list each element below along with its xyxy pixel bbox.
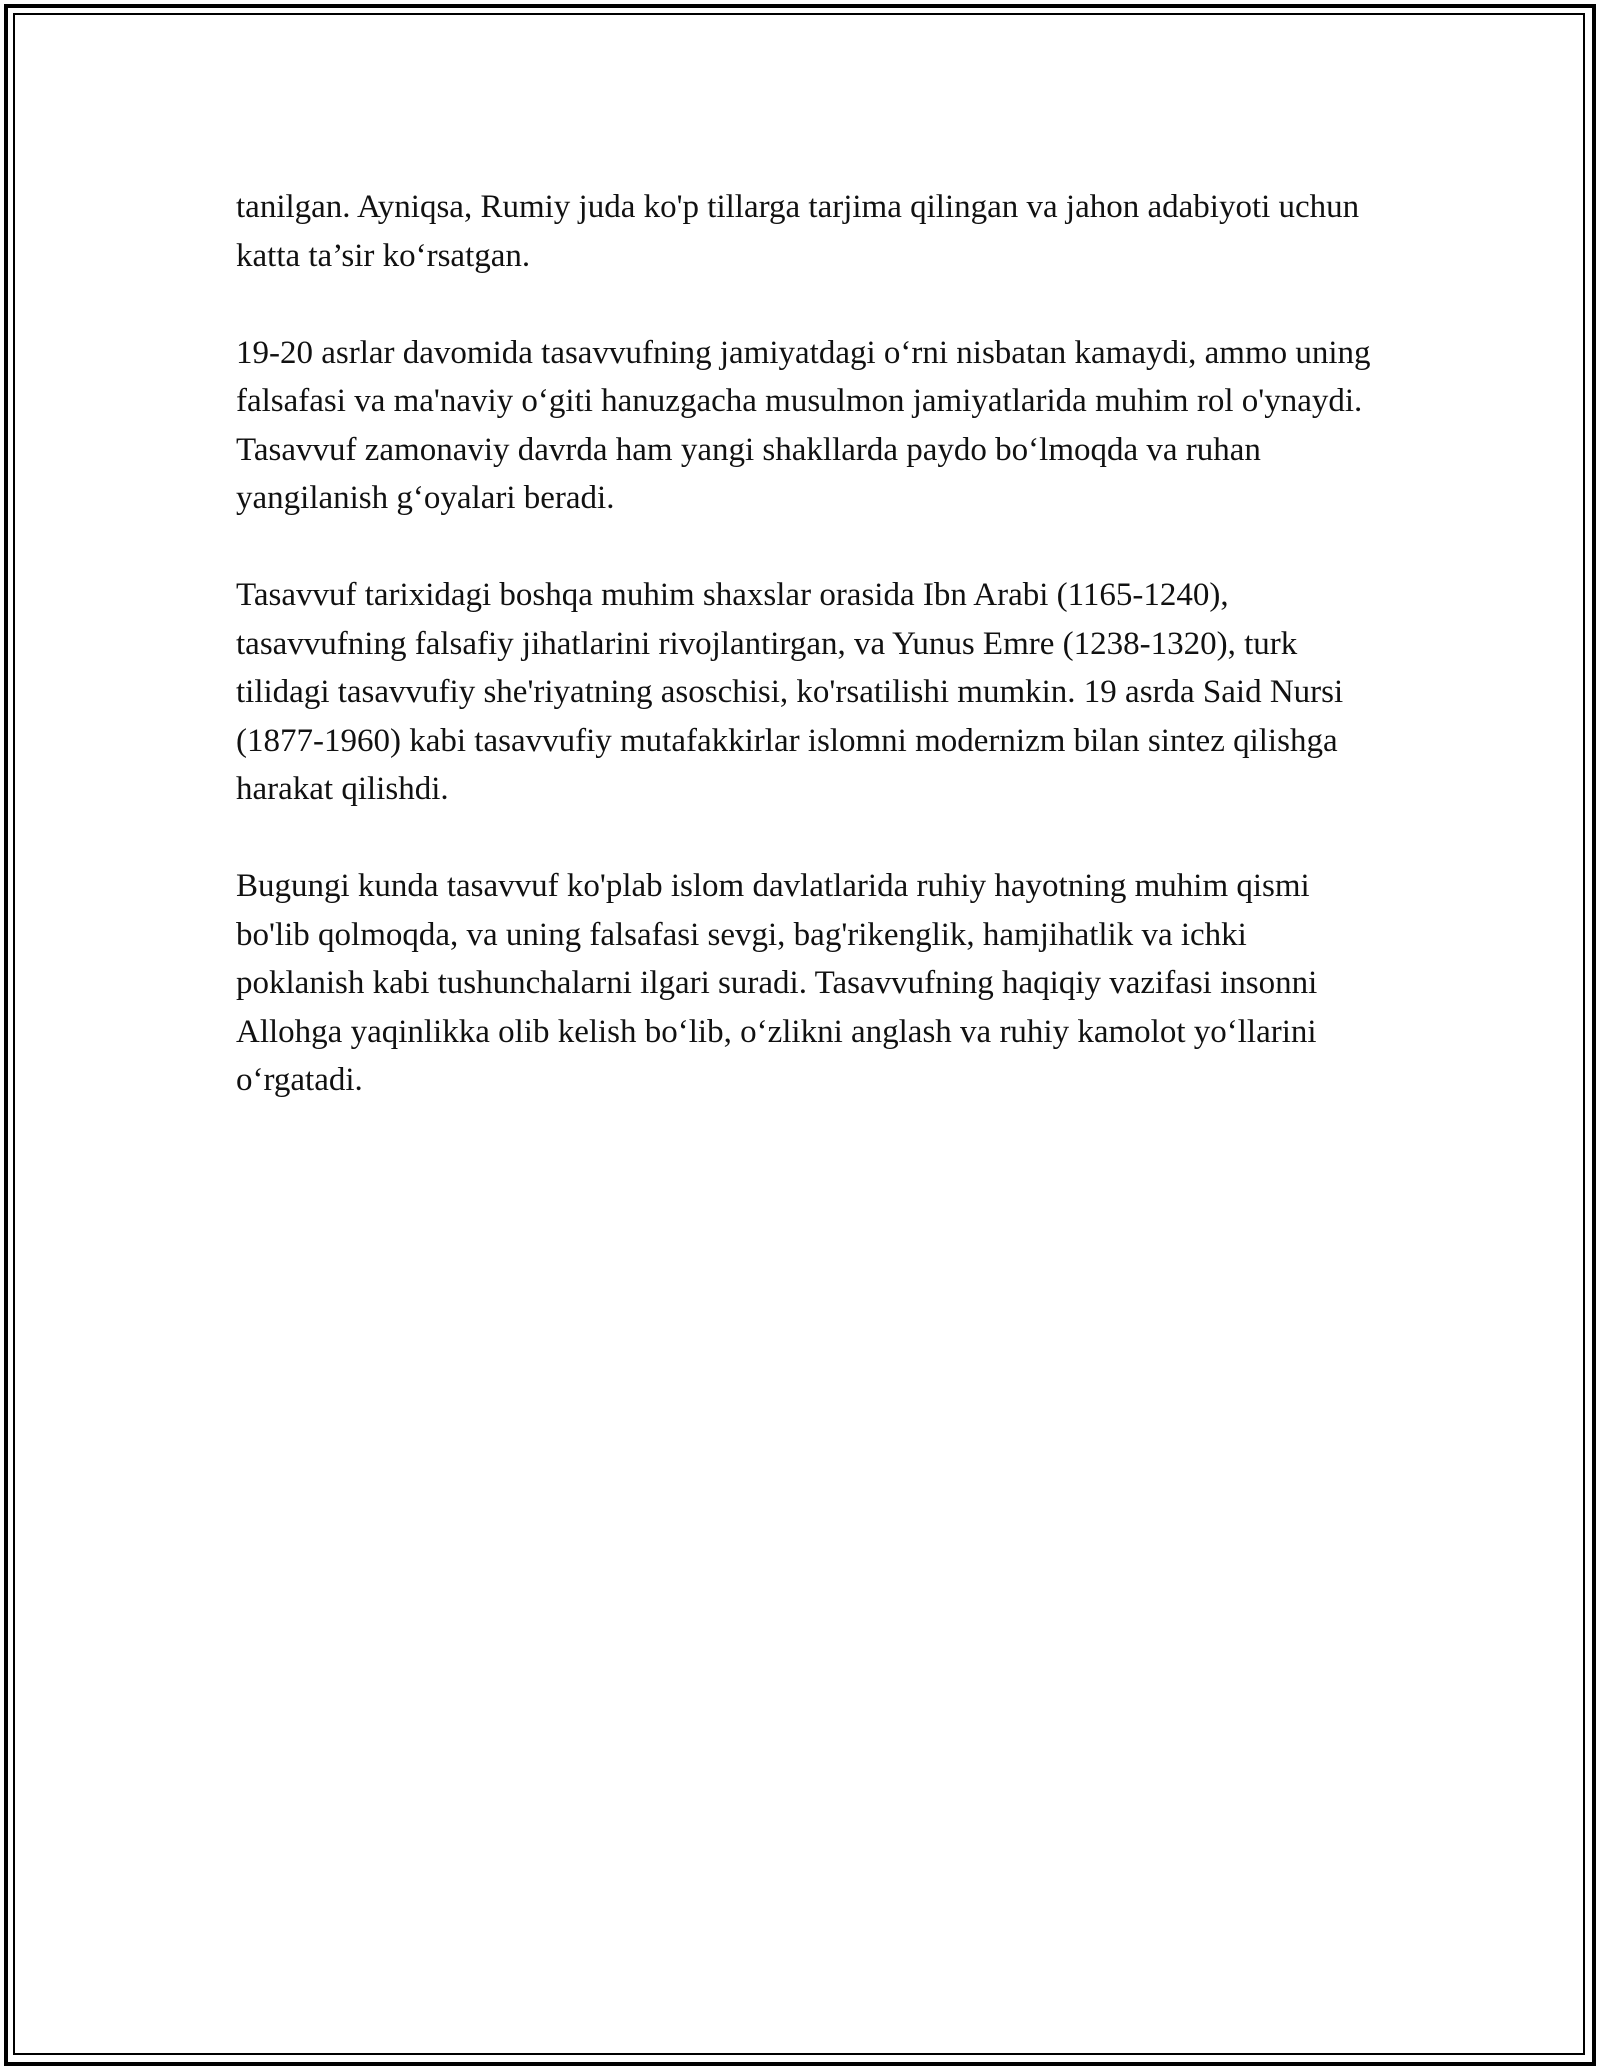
paragraph-2: 19-20 asrlar davomida tasavvufning jamiyatdagi o‘rni nisbatan kamaydi, ammo uning falsafasi va ma'naviy o‘giti hanuzgacha musulmon jamiyatlarida muhim rol o'ynaydi. Tasavvuf zamonaviy davrda ham yangi shakllarda paydo bo‘lmoqda va ruhan yangilanish g‘oyalari beradi. xyxy=(236,334,1371,516)
paragraph-1: tanilgan. Ayniqsa, Rumiy juda ko'p tillarga tarjima qilingan va jahon adabiyoti uchun katta ta’sir ko‘rsatgan. xyxy=(236,189,1360,274)
paragraph-4: Bugungi kunda tasavvuf ko'plab islom davlatlarida ruhiy hayotning muhim qismi bo'lib qolmoqda, va uning falsafasi sevgi, bag'rikenglik, hamjihatlik va ichki poklanish kabi tushunchalarni ilgari suradi. Tasavvufning haqiqiy vazifasi insonni Allohga yaqinlikka olib kelish bo‘lib, o‘zlikni anglash va ruhiy kamolot yo‘llarini o‘rgatadi. xyxy=(236,868,1318,1098)
paragraph-3: Tasavvuf tarixidagi boshqa muhim shaxslar orasida Ibn Arabi (1165-1240), tasavvufning falsafiy jihatlarini rivojlantirgan, va Yunus Emre (1238-1320), turk tilidagi tasavvufiy she'riyatning asoschisi, ko'rsatilishi mumkin. 19 asrda Said Nursi (1877-1960) kabi tasavvufiy mutafakkirlar islomni modernizm bilan sintez qilishga harakat qilishdi. xyxy=(236,577,1344,807)
document-body xyxy=(236,183,1376,1153)
